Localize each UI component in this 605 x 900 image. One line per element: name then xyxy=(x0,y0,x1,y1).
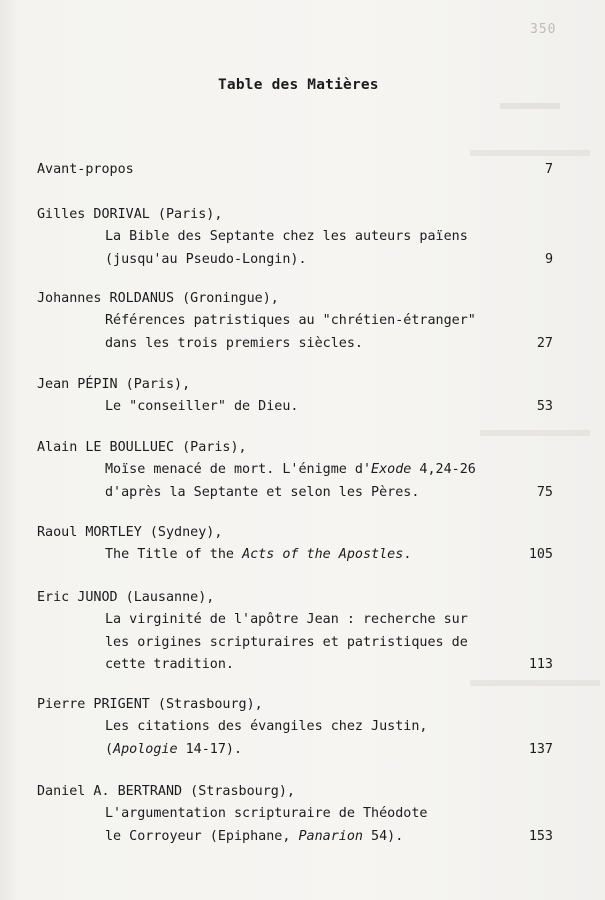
toc-page-number: 137 xyxy=(528,741,553,757)
toc-work-title: The Title of the Acts of the Apostles. xyxy=(105,547,412,563)
toc-page-number: 53 xyxy=(536,399,553,415)
toc-page-number: 27 xyxy=(536,335,553,351)
toc-work-title: Moïse menacé de mort. L'énigme d'Exode 4,24-26 d'après la Septante et selon les Pères. xyxy=(105,462,476,500)
toc-work-title: Références patristiques au "chrétien-étranger" dans les trois premiers siècles. xyxy=(105,313,476,351)
toc-work-title: L'argumentation scripturaire de Théodote le Corroyeur (Epiphane, Panarion 54). xyxy=(105,806,428,844)
toc-author: Eric JUNOD (Lausanne), xyxy=(37,590,215,605)
toc-entry xyxy=(37,288,559,355)
toc-work-title: Les citations des évangiles chez Justin, (Apologie 14-17). xyxy=(105,719,428,757)
toc-entry xyxy=(37,522,559,567)
toc-entry xyxy=(37,437,559,504)
toc-author: Gilles DORIVAL (Paris), xyxy=(37,207,223,222)
toc-author: Jean PÉPIN (Paris), xyxy=(37,377,191,392)
toc-entry xyxy=(37,587,559,677)
toc-page-number: 105 xyxy=(528,547,553,563)
toc-author: Pierre PRIGENT (Strasbourg), xyxy=(37,697,263,712)
toc-entry xyxy=(37,374,559,419)
show-through-line xyxy=(500,103,560,109)
toc-work-title: Le "conseiller" de Dieu. xyxy=(105,399,299,415)
toc-entry xyxy=(37,204,559,271)
show-through-line xyxy=(470,680,600,686)
page-title: Table des Matières xyxy=(218,77,379,93)
toc-entry-title: Avant-propos xyxy=(37,162,134,177)
show-through-line xyxy=(480,430,590,436)
toc-author: Alain LE BOULLUEC (Paris), xyxy=(37,440,247,455)
toc-work-title: La virginité de l'apôtre Jean : recherche sur les origines scripturaires et patristiques de cette tradition. xyxy=(105,612,468,673)
toc-page-number: 113 xyxy=(528,657,553,673)
toc-page-number: 7 xyxy=(544,162,553,177)
toc-work-title: La Bible des Septante chez les auteurs païens (jusqu'au Pseudo-Longin). xyxy=(105,229,468,267)
show-through-line xyxy=(470,150,590,156)
toc-entry xyxy=(37,694,559,761)
toc-entry xyxy=(37,781,559,848)
toc-author: Raoul MORTLEY (Sydney), xyxy=(37,525,223,540)
toc-page-number: 75 xyxy=(536,484,553,500)
toc-author: Daniel A. BERTRAND (Strasbourg), xyxy=(37,784,295,799)
toc-entry xyxy=(37,159,559,181)
toc-page-number: 9 xyxy=(544,251,553,267)
page-number: 350 xyxy=(530,22,557,37)
toc-author: Johannes ROLDANUS (Groningue), xyxy=(37,291,279,306)
toc-page-number: 153 xyxy=(528,828,553,844)
